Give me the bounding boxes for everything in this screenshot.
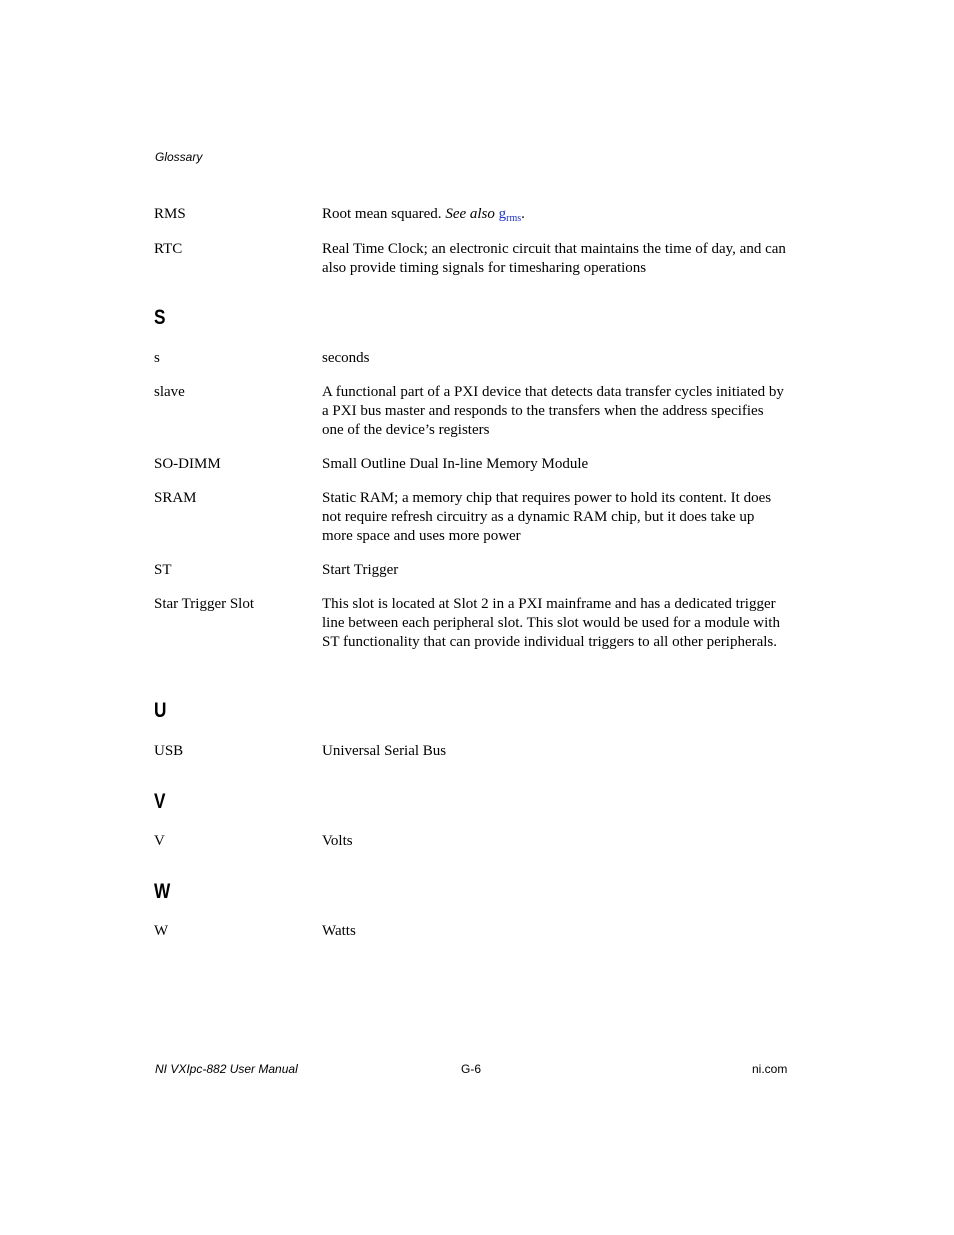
term: Star Trigger Slot <box>154 596 255 612</box>
term: RMS <box>154 206 186 222</box>
term: ST <box>154 562 172 578</box>
term: USB <box>154 743 184 759</box>
definition: This slot is located at Slot 2 in a PXI mainframe and has a dedicated trigger line between each peripheral slot. This slot would be used for a module with ST functionality that can provide individual triggers to all other peripherals. <box>322 596 780 650</box>
section-letter-v: V <box>154 790 166 813</box>
see-also-label: See also <box>445 206 495 222</box>
running-head: Glossary <box>155 150 203 164</box>
link-base: g <box>498 206 507 222</box>
definition: A functional part of a PXI device that detects data transfer cycles initiated by a PXI bus master and responds to the transfers when the address specifies one of the device’s registers <box>322 384 784 438</box>
definition: Start Trigger <box>322 562 399 578</box>
section-letter-s: S <box>154 306 166 329</box>
definition <box>322 205 788 224</box>
term: W <box>154 923 169 939</box>
term: SO-DIMM <box>154 456 221 472</box>
definition: Small Outline Dual In-line Memory Module <box>322 456 589 472</box>
period: . <box>521 206 525 222</box>
footer-site: ni.com <box>752 1062 788 1076</box>
term: s <box>154 350 160 366</box>
term: V <box>154 833 165 849</box>
definition-text: Root mean squared. <box>322 206 442 222</box>
section-letter-w: W <box>154 880 171 903</box>
section-letter-u: U <box>154 699 167 722</box>
footer-page-number: G-6 <box>461 1062 482 1076</box>
link-subscript: rms <box>506 213 522 224</box>
definition: Watts <box>322 923 356 939</box>
definition: seconds <box>322 350 370 366</box>
definition: Volts <box>322 833 353 849</box>
definition: Real Time Clock; an electronic circuit that maintains the time of day, and can also provide timing signals for timesharing operations <box>322 241 786 276</box>
term: RTC <box>154 241 183 257</box>
definition: Static RAM; a memory chip that requires power to hold its content. It does not require refresh circuitry as a dynamic RAM chip, but it does take up more space and uses more power <box>322 490 772 544</box>
footer-manual-title: NI VXIpc-882 User Manual <box>155 1062 298 1076</box>
definition: Universal Serial Bus <box>322 743 447 759</box>
term: SRAM <box>154 490 197 506</box>
grms-link[interactable] <box>499 206 522 222</box>
term: slave <box>154 384 185 400</box>
